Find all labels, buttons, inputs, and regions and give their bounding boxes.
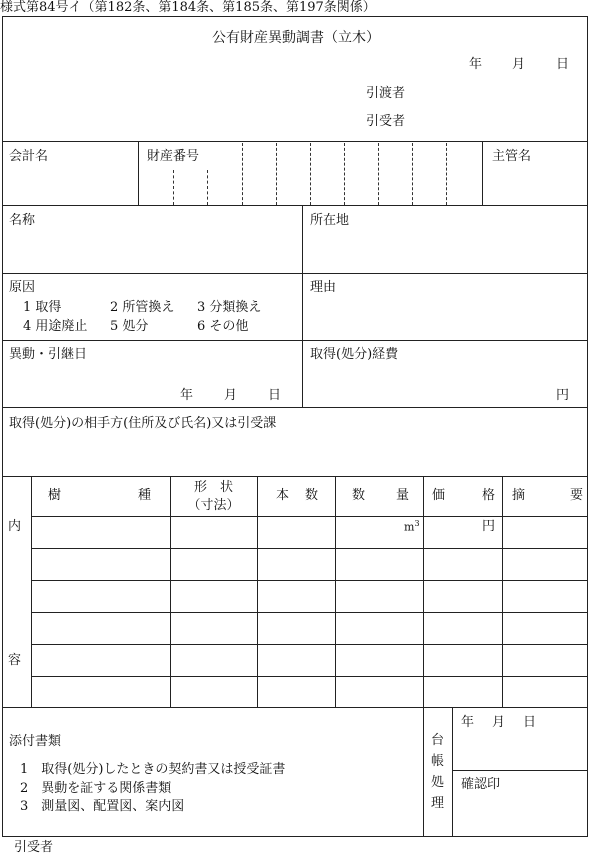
ledger-char: 帳 <box>431 754 445 769</box>
header-price: 格 <box>482 488 496 503</box>
form-title: 公有財産異動調書（立木） <box>212 30 380 46</box>
divider-v-supervisor <box>482 141 483 205</box>
location-label: 所在地 <box>310 213 350 228</box>
confirm-seal-label: 確認印 <box>461 777 501 792</box>
header-remarks: 要 <box>570 488 584 503</box>
attachment-item: 3 測量図、配置図、案内図 <box>20 799 185 814</box>
divider-header <box>2 141 588 142</box>
footer-transferee-label: 引受者 <box>14 840 54 855</box>
transferor-label: 引渡者 <box>366 86 406 101</box>
digit-sep <box>344 143 345 205</box>
divider-table <box>2 707 588 708</box>
ledger-char: 処 <box>431 775 445 790</box>
header-count: 本 <box>276 488 290 503</box>
table-col-line <box>257 476 258 707</box>
ledger-date-month: 月 <box>492 715 506 730</box>
header-count: 数 <box>305 488 319 503</box>
reason-option: 1 取得 <box>23 300 62 315</box>
digit-sep <box>412 143 413 205</box>
ledger-date-year: 年 <box>461 715 475 730</box>
digit-sep <box>446 143 447 205</box>
transfer-date-year: 年 <box>180 388 194 403</box>
counterparty-label: 取得(処分)の相手方(住所及び氏名)又は引受課 <box>9 416 277 431</box>
reason-label: 原因 <box>9 280 36 295</box>
transfer-date-day: 日 <box>268 388 282 403</box>
digit-sep <box>276 143 277 205</box>
transferee-label: 引受者 <box>366 114 406 129</box>
supervisor-label: 主管名 <box>492 149 532 164</box>
header-species: 種 <box>138 488 152 503</box>
transfer-date-month: 月 <box>224 388 238 403</box>
table-col-line <box>335 476 336 707</box>
digit-sep <box>242 143 243 205</box>
table-row-line <box>31 516 588 517</box>
quantity-unit: $m^3$ <box>404 519 420 534</box>
price-unit: 円 <box>482 519 496 534</box>
divider-counterparty <box>2 476 588 477</box>
divider-date <box>2 407 588 408</box>
header-quantity: 数 <box>352 488 366 503</box>
header-quantity: 量 <box>396 488 410 503</box>
reason-option: 6 その他 <box>197 319 249 334</box>
divider-v-ledger <box>423 707 424 837</box>
attachment-item: 2 異動を証する関係書類 <box>20 781 172 796</box>
ledger-char: 台 <box>431 733 445 748</box>
date-day: 日 <box>556 57 570 72</box>
table-row-line <box>31 580 588 581</box>
name-label: 名称 <box>9 213 36 228</box>
header-species: 樹 <box>48 488 62 503</box>
table-col-line <box>502 476 503 707</box>
attachments-label: 添付書類 <box>9 734 62 749</box>
divider-reason <box>2 340 588 341</box>
table-row-line <box>31 612 588 613</box>
accounting-name-label: 会計名 <box>9 149 49 164</box>
contents-side-label: 容 <box>8 653 22 668</box>
header-shape-sub: （寸法） <box>187 498 240 513</box>
divider-v-ledger <box>452 707 453 837</box>
header-price: 価 <box>432 488 446 503</box>
attachment-item: 1 取得(処分)したときの契約書又は授受証書 <box>20 762 286 777</box>
divider-s2 <box>2 273 588 274</box>
divider-s1 <box>2 205 588 206</box>
reason-option: 3 分類換え <box>197 300 262 315</box>
ledger-char: 理 <box>431 796 445 811</box>
cost-unit: 円 <box>556 388 570 403</box>
reason-detail-label: 理由 <box>310 280 337 295</box>
divider-v-account <box>138 141 139 205</box>
transfer-date-label: 異動・引継日 <box>9 347 88 362</box>
property-number-label: 財産番号 <box>147 149 200 164</box>
table-row-line <box>31 676 588 677</box>
digit-sep <box>207 170 208 205</box>
table-col-line <box>423 476 424 707</box>
digit-sep <box>378 143 379 205</box>
cost-label: 取得(処分)経費 <box>310 347 399 362</box>
digit-sep <box>173 170 174 205</box>
reason-option: 5 処分 <box>110 319 149 334</box>
form-number-note: 様式第84号イ（第182条、第184条、第185条、第197条関係） <box>0 0 376 15</box>
table-row-line <box>31 644 588 645</box>
date-month: 月 <box>512 57 526 72</box>
header-remarks: 摘 <box>512 488 526 503</box>
divider-v-middle <box>302 205 303 407</box>
digit-sep <box>310 143 311 205</box>
reason-option: 2 所管換え <box>110 300 175 315</box>
ledger-date-day: 日 <box>523 715 537 730</box>
contents-side-label: 内 <box>8 519 22 534</box>
header-shape: 形 状 <box>193 480 233 495</box>
table-row-line <box>31 548 588 549</box>
date-year: 年 <box>469 57 483 72</box>
table-col-line <box>31 476 32 707</box>
divider-ledger <box>452 770 588 771</box>
reason-option: 4 用途廃止 <box>23 319 88 334</box>
